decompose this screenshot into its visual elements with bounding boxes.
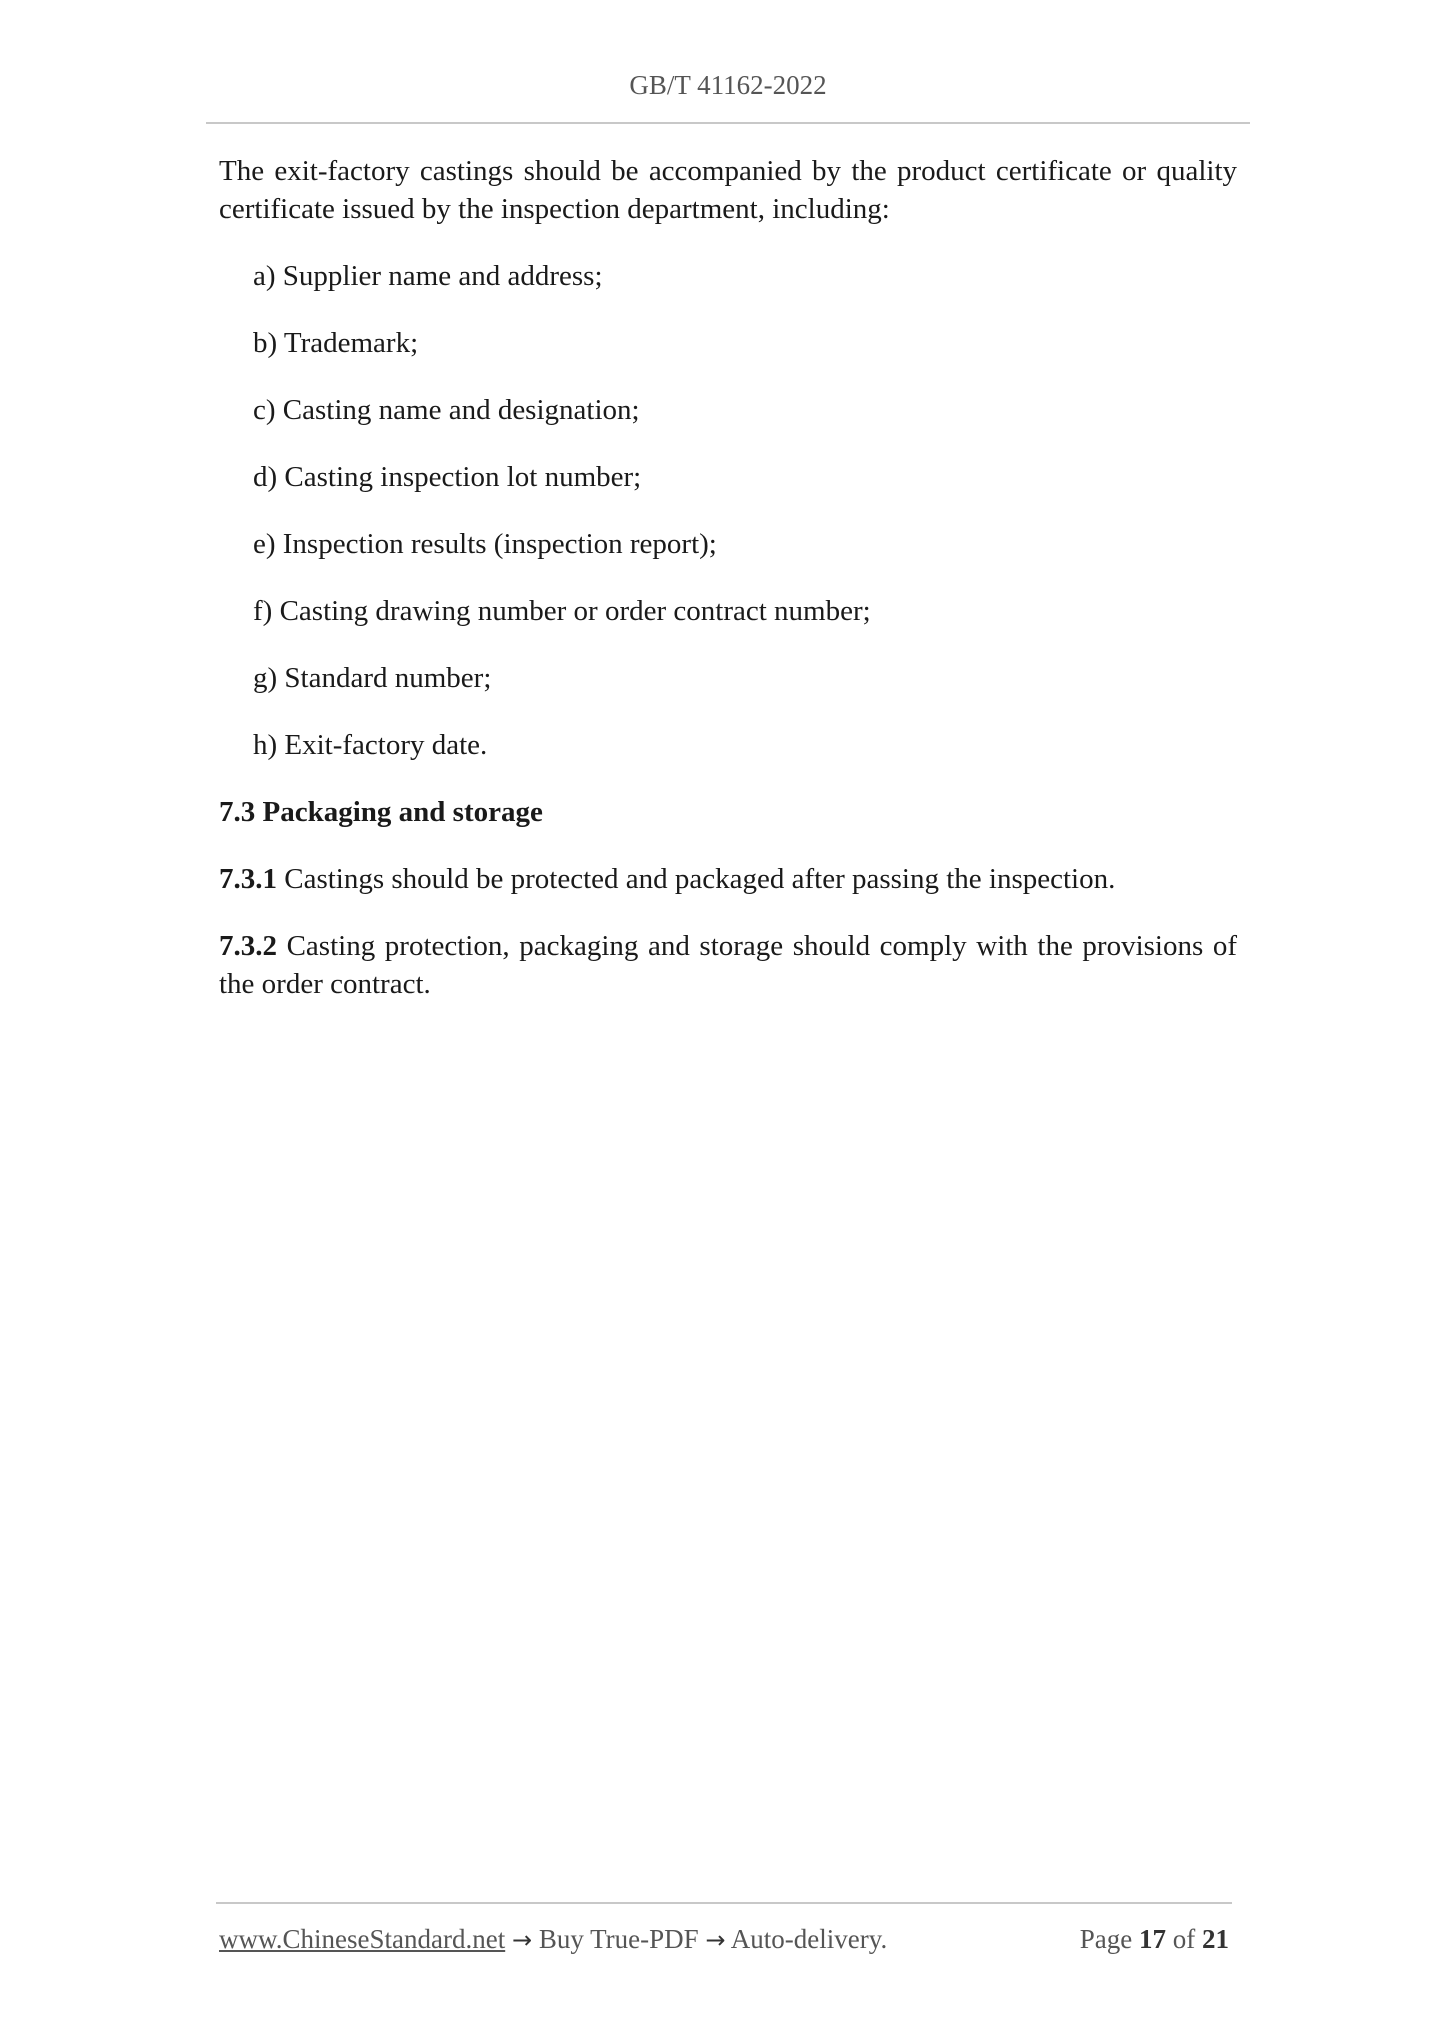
standard-code: GB/T 41162-2022	[629, 70, 827, 100]
clause-text: Castings should be protected and packaged after passing the inspection.	[284, 863, 1116, 895]
clause-7-3-2	[219, 927, 1237, 1003]
header-divider	[206, 122, 1250, 124]
footer-divider	[216, 1902, 1232, 1904]
list-item: d) Casting inspection lot number;	[253, 461, 642, 493]
document-header	[206, 70, 1250, 101]
footer-promo	[219, 1924, 887, 1955]
page-word: Page	[1079, 1924, 1133, 1954]
website-link[interactable]: www.ChineseStandard.net	[219, 1924, 506, 1954]
list-item: g) Standard number;	[253, 662, 492, 694]
section-heading: 7.3 Packaging and storage	[219, 796, 543, 828]
arrow-right-icon: →	[511, 1926, 533, 1954]
total-pages: 21	[1202, 1924, 1229, 1954]
arrow-right-icon: →	[705, 1926, 726, 1954]
clause-number: 7.3.1	[219, 863, 277, 895]
list-item: a) Supplier name and address;	[253, 260, 603, 292]
page-content	[219, 152, 1237, 1032]
intro-paragraph: The exit-factory castings should be accompanied by the product certificate or quality certificate issued by the inspection department, including:	[219, 155, 1237, 225]
list-item: h) Exit-factory date.	[253, 729, 488, 761]
current-page: 17	[1139, 1924, 1166, 1954]
of-word: of	[1172, 1924, 1196, 1954]
clause-number: 7.3.2	[219, 930, 277, 962]
list-item: c) Casting name and designation;	[253, 394, 640, 426]
clause-text: Casting protection, packaging and storage should comply with the provisions of the order contract.	[219, 930, 1237, 1000]
clause-7-3-1	[219, 860, 1237, 898]
buy-label: Buy True-PDF	[538, 1924, 699, 1954]
page-footer	[219, 1924, 1229, 1960]
list-item: f) Casting drawing number or order contract number;	[253, 595, 871, 627]
page-number	[1080, 1924, 1229, 1955]
certificate-contents-list	[219, 257, 1237, 764]
delivery-label: Auto-delivery.	[730, 1924, 888, 1954]
list-item: b) Trademark;	[253, 327, 419, 359]
list-item: e) Inspection results (inspection report);	[253, 528, 717, 560]
